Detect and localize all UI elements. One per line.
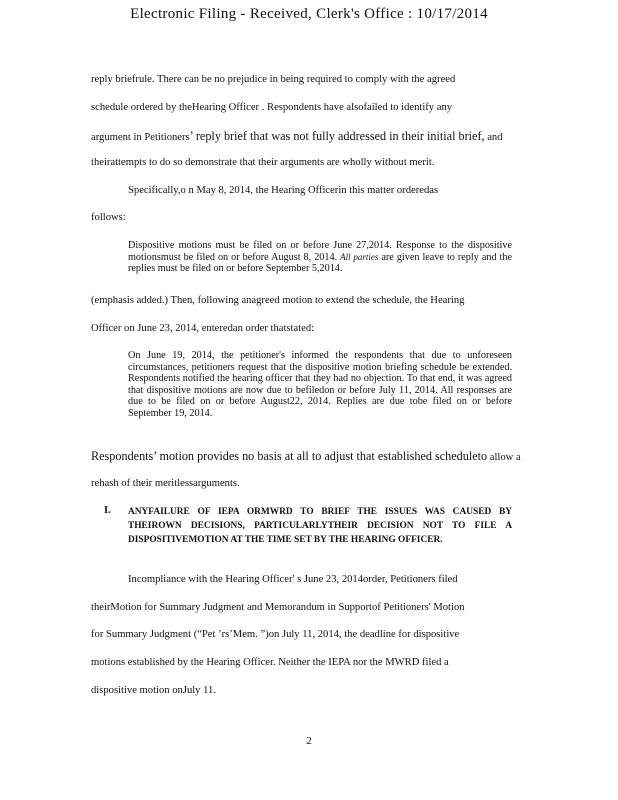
body-line: reply briefrule. There can be no prejudice in being required to comply with the agreed — [91, 74, 456, 85]
quote-text: are given leave to reply and the replies must be filed on or before September 5,2014. — [128, 251, 512, 275]
body-line: dispositive motion onJuly 11. — [91, 685, 216, 696]
body-line: Incompliance with the Hearing Officer' s June 23, 2014order, Petitioners filed — [128, 574, 458, 585]
quote-italic-text: All parties — [340, 251, 379, 262]
page-number: 2 — [306, 735, 312, 747]
body-line-text: allow a — [487, 452, 521, 463]
section-heading: ANYFAILURE OF IEPA ORMWRD TO BRIEF THE ISSUES WAS CAUSED BY THEIROWN DECISIONS, PARTICULARLYTHEIR DECISION NOT TO FILE A DISPOSITIVEMOTION AT THE TIME SET BY THE HEARING OFFICER. — [128, 507, 512, 545]
body-line-text-emphasis: Respondents’ motion provides no basis at all to adjust that established scheduleto — [91, 449, 488, 463]
body-line: theirMotion for Summary Judgment and Memorandum in Supportof Petitioners' Motion — [91, 602, 465, 613]
body-line: Officer on June 23, 2014, enteredan order thatstated: — [91, 323, 315, 334]
block-quote-order: On June 19, 2014, the petitioner's informed the respondents that due to unforeseen circumstances, petitioners request that the dispositive motion briefing schedule be extended. Respondents notified the hearing officer that they had no objection. To that end, it was agreed that dispositive motions are now due to befiledon or before July 11, 2014. All responses are due to be filed on or before August22, 2014. Replies are due tobe filed on or before September 19, 2014. — [128, 350, 512, 419]
body-line: motions established by the Hearing Officer. Neither the IEPA nor the MWRD filed a — [91, 657, 449, 668]
block-quote-order — [128, 240, 512, 275]
body-line: follows: — [91, 212, 126, 223]
body-line — [91, 449, 521, 464]
body-line: Specifically,o n May 8, 2014, the Hearing Officerin this matter orderedas — [128, 185, 439, 196]
body-line: schedule ordered by theHearing Officer . Respondents have alsofailed to identify any — [91, 102, 453, 113]
body-line — [91, 129, 503, 144]
body-line-text: and — [484, 132, 503, 143]
body-line-text-emphasis: ’ reply brief that was not fully addressed in their initial brief, — [189, 129, 485, 143]
quote-text: Dispositive motions must be filed on or before June 27,2014. Response to the dispositive motionsmust be filed on or before August 8, 2014. — [128, 240, 512, 263]
electronic-filing-header: Electronic Filing - Received, Clerk's Office : 10/17/2014 — [130, 6, 488, 22]
body-line-text: argument in Petitioners — [91, 132, 190, 143]
body-line: (emphasis added.) Then, following anagreed motion to extend the schedule, the Hearing — [91, 295, 465, 306]
body-line: rehash of their meritlessarguments. — [91, 478, 240, 489]
body-line: for Summary Judgment (“Pet ’rs’Mem. ”)on July 11, 2014, the deadline for dispositive — [91, 629, 460, 640]
section-number: I. — [104, 505, 111, 516]
body-line: theirattempts to do so demonstrate that their arguments are wholly without merit. — [91, 157, 435, 168]
